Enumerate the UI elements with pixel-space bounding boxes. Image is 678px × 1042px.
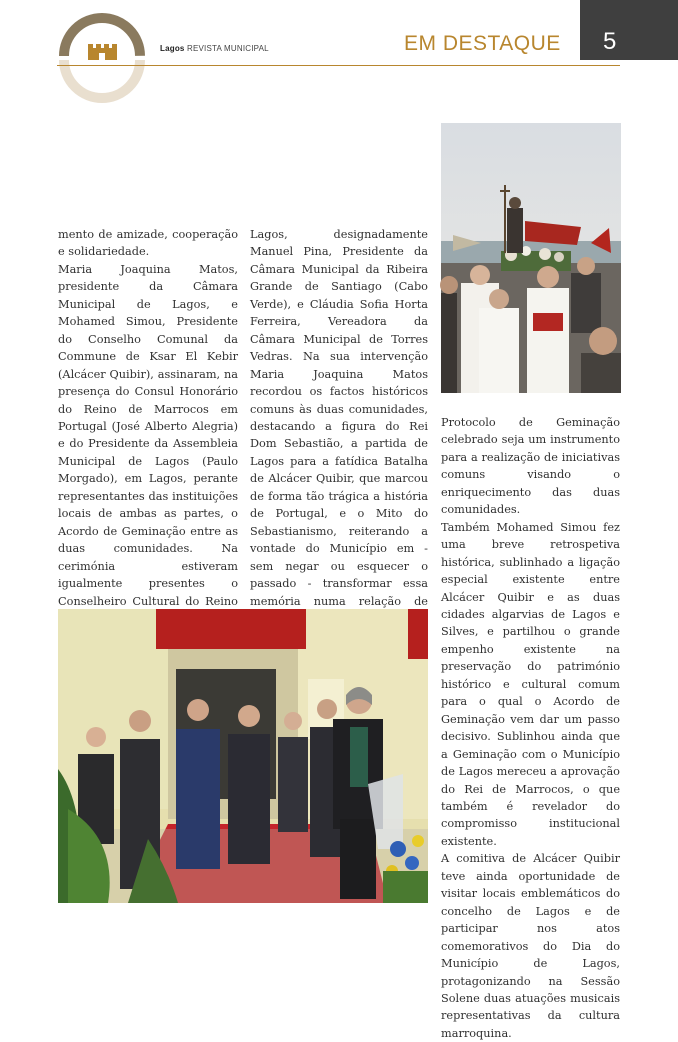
article-column-2 (250, 226, 428, 662)
brand-subtitle: REVISTA MUNICIPAL (187, 44, 269, 53)
magazine-brand (160, 44, 269, 53)
ceremony-photo (58, 609, 428, 903)
brand-name: Lagos (160, 44, 185, 53)
procession-photo (441, 123, 621, 393)
magazine-logo (57, 11, 147, 101)
section-title: EM DESTAQUE (404, 32, 561, 55)
paragraph: Maria Joaquina Matos, presidente da Câmara Municipal de Lagos, e Mohamed Simou, Presidente do Conselho Comunal da Commune de Ksar El Kebir (Alcácer Quibir), assinaram, na presença do Consul Honorário do Reino de Marrocos em Portugal (José Alberto Alegria) e do Presidente da Assembleia Municipal de Lagos (Paulo Morgado), em Lagos, perante representantes das instituições locais de ambas as partes, o Acordo de Geminação entre as duas comunidades. Na cerimónia estiveram igualmente presentes o Conselheiro Cultural do Reino (58, 262, 238, 608)
paragraph: Também Mohamed Simou fez uma breve retrospetiva histórica, sublinhado a ligação especial existente entre Alcácer Quibir e as duas cidades algarvias de Lagos e Silves, e partilhou o grande empenho existente na preservação do património histórico e cultural comum para o qual o Acordo de Geminação vem dar um passo decisivo. Sublinhou ainda que a Geminação com o Município de Lagos mereceu a aprovação do Rei de Marrocos, o que também é revelador do compromisso institucional existente. (441, 520, 620, 848)
paragraph: A comitiva de Alcácer Quibir teve ainda oportunidade de visitar locais emblemáticos do concelho de Lagos e de participar nos atos comemorativos do Dia do Município de Lagos, protagonizando na Sessão Solene duas atuações musicais representativas da cultura marroquina. (441, 852, 620, 1040)
article-column-3 (441, 414, 620, 1042)
page-number-box (580, 0, 678, 60)
paragraph: mento de amizade, cooperação e solidariedade. (58, 228, 238, 259)
paragraph: Lagos, designadamente Manuel Pina, Presidente da Câmara Municipal da Ribeira Grande de Santiago (Cabo Verde), e Cláudia Sofia Horta Ferreira, Vereadora da Câmara Municipal de Torres Vedras. Na sua intervenção Maria Joaquina Matos recordou os factos históricos comuns às duas comunidades, destacando a figura do Rei Dom Sebastião, a partida de Lagos para a fatídica Batalha de Alcácer Quibir, que marcou de forma tão trágica a história de Portugal, e o Mito do Sebastianismo, reiterando a vontade do Município em - sem negar ou esquecer o passado - transformar essa memória numa relação de (250, 228, 428, 608)
header-divider (57, 65, 620, 66)
page-number: 5 (603, 28, 617, 55)
article-column-1 (58, 226, 238, 662)
paragraph: Protocolo de Geminação celebrado seja um instrumento para a realização de iniciativas comuns visando o enriquecimento das duas comunidades. (441, 416, 620, 517)
